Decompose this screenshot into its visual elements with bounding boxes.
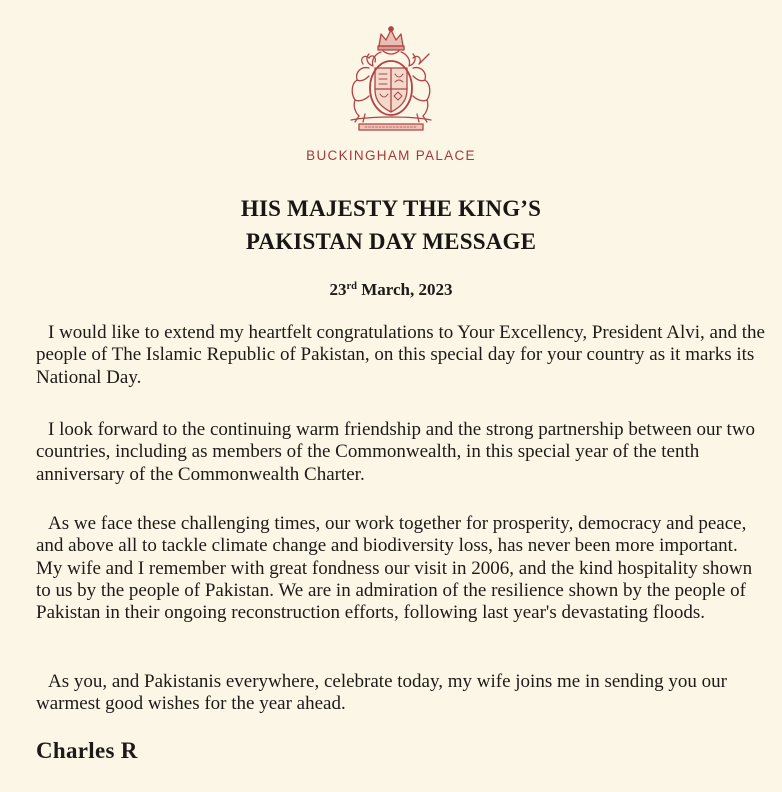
signature: Charles R [36,738,138,763]
date-day: 23 [329,280,347,299]
message-paragraph: As we face these challenging times, our work together for prosperity, democracy and peace, and above all to tackle climate change and biodiversity loss, has never been more important. My wife and I remember with great fondness our visit in 2006, and the kind hospitality shown to us by the people of Pakistan. We are in admiration of the resilience shown by the people of Pakistan in their ongoing reconstruction efforts, following last year's devastating floods. [36,513,753,624]
message-date [0,280,782,300]
message-paragraph: As you, and Pakistanis everywhere, celebrate today, my wife joins me in sending you our warmest good wishes for the year ahead. [36,671,727,715]
royal-coat-of-arms-icon [341,24,441,132]
message-title-line-1: HIS MAJESTY THE KING’S [240,196,542,221]
date-suffix: rd [346,281,357,292]
date-rest: March, 2023 [356,280,453,299]
message-paragraph: I look forward to the continuing warm friendship and the strong partnership between our two countries, including as members of the Commonwealth, in this special year of the tenth anniversary of the Commonwealth Charter. [36,419,756,485]
message-title-line-2: PAKISTAN DAY MESSAGE [245,229,537,254]
palace-heading: BUCKINGHAM PALACE [306,148,476,163]
message-paragraph: I would like to extend my heartfelt congratulations to Your Excellency, President Alvi, and the people of The Islamic Republic of Pakistan, on this special day for your country as it marks its National Day. [36,322,765,388]
